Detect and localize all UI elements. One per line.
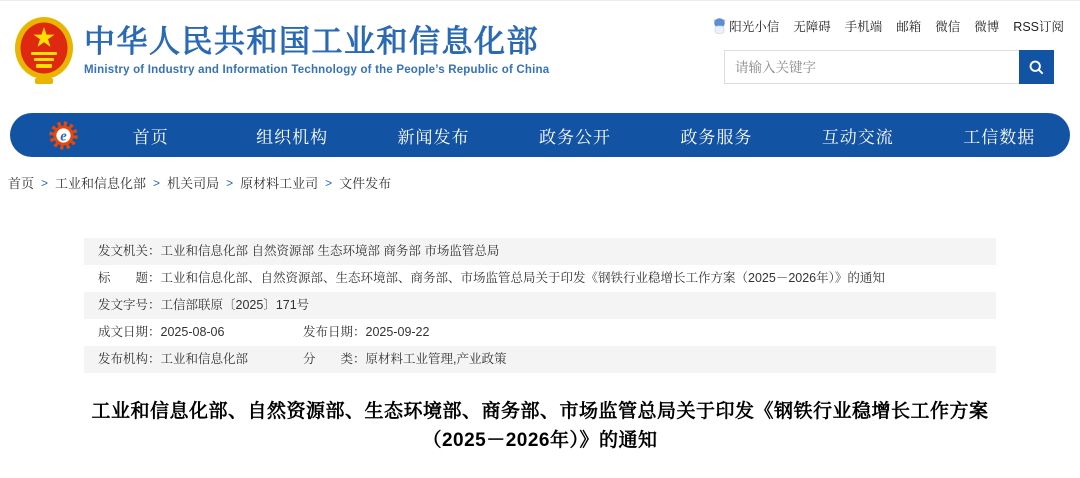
meta-row-doc-number [84,292,996,319]
publisher-value: 工业和信息化部 [160,352,249,366]
miit-gear-logo-icon [48,119,80,151]
breadcrumb-document-release[interactable]: 文件发布 [339,176,392,191]
issuing-agency-value: 工业和信息化部 自然资源部 生态环境部 商务部 市场监管总局 [160,244,500,258]
breadcrumb-separator: > [153,175,161,190]
search-button[interactable] [1019,50,1054,84]
breadcrumb-raw-materials-dept[interactable]: 原材料工业司 [240,176,319,191]
category-label: 分 类： [303,352,366,366]
main-nav [10,113,1070,157]
publisher-label: 发布机构： [98,352,161,366]
link-rss[interactable]: RSS订阅 [1013,20,1064,34]
breadcrumb-miit[interactable]: 工业和信息化部 [55,176,147,191]
breadcrumb [8,173,1080,192]
category-value: 原材料工业管理,产业政策 [365,352,507,366]
site-header [0,1,1080,109]
nav-item-organization[interactable]: 组织机构 [256,127,329,147]
link-sunshine-mascot[interactable]: 阳光小信 [713,17,779,35]
top-utility-links [724,17,1064,35]
site-brand[interactable] [14,15,549,85]
doc-number-label: 发文字号： [98,298,161,312]
search-bar [724,50,1054,84]
search-input[interactable] [724,50,1019,84]
doc-number-value: 工信部联原〔2025〕171号 [160,298,310,312]
written-date-value: 2025-08-06 [160,325,225,339]
breadcrumb-departments[interactable]: 机关司局 [167,176,220,191]
meta-row-title [84,265,996,292]
nav-item-home[interactable]: 首页 [132,127,169,147]
meta-row-dates [84,319,996,346]
link-weibo[interactable]: 微博 [974,20,1000,34]
mascot-icon [713,18,726,34]
meta-row-issuing-agency [84,238,996,265]
issuing-agency-label: 发文机关： [98,244,161,258]
nav-item-interaction[interactable]: 互动交流 [821,127,894,147]
breadcrumb-separator: > [41,175,49,190]
nav-item-gov-disclosure[interactable]: 政务公开 [538,127,611,147]
meta-row-publisher-category [84,346,996,373]
meta-title-label: 标 题： [98,271,161,285]
nav-item-news[interactable]: 新闻发布 [397,127,470,147]
link-wechat[interactable]: 微信 [935,20,961,34]
link-mailbox[interactable]: 邮箱 [896,20,922,34]
svg-text:e: e [60,128,67,145]
breadcrumb-home[interactable]: 首页 [8,176,35,191]
national-emblem-icon [14,15,74,85]
document-meta-table [84,238,996,373]
link-accessibility[interactable]: 无障碍 [793,20,831,34]
search-icon [1028,59,1045,76]
breadcrumb-separator: > [226,175,234,190]
nav-item-miit-data[interactable]: 工信数据 [963,127,1036,147]
publish-date-label: 发布日期： [303,325,366,339]
link-mobile[interactable]: 手机端 [844,20,883,34]
site-subtitle: Ministry of Industry and Information Technology of the People’s Republic of China [84,64,550,76]
written-date-label: 成文日期： [98,325,161,339]
site-title: 中华人民共和国工业和信息化部 [84,24,539,59]
document-title: 工业和信息化部、自然资源部、生态环境部、商务部、市场监管总局关于印发《钢铁行业稳增长工作方案（2025－2026年）》的通知 [91,401,989,451]
meta-title-value: 工业和信息化部、自然资源部、生态环境部、商务部、市场监管总局关于印发《钢铁行业稳增长工作方案（2025－2026年）》的通知 [160,271,885,285]
nav-item-gov-services[interactable]: 政务服务 [680,127,753,147]
breadcrumb-separator: > [325,175,333,190]
publish-date-value: 2025-09-22 [365,325,430,339]
